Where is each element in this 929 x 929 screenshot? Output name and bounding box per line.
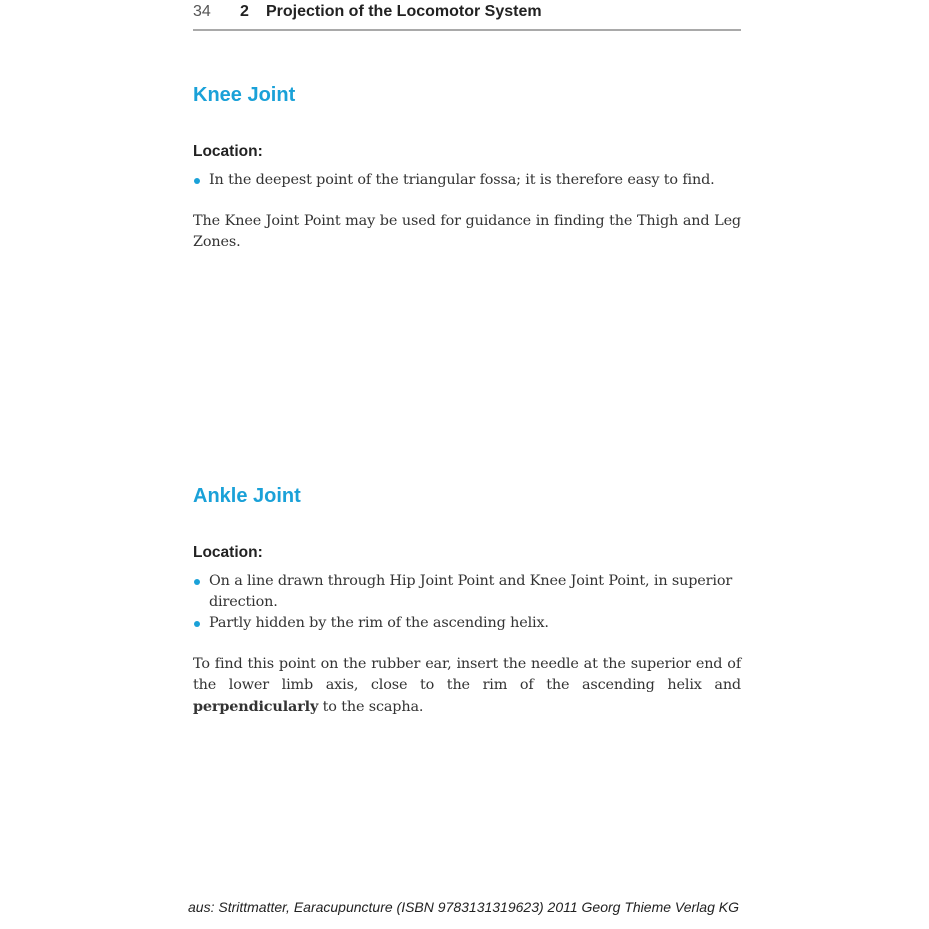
location-bullet-list bbox=[193, 571, 741, 634]
location-subheading: Location: bbox=[193, 143, 263, 160]
page-number: 34 bbox=[193, 3, 211, 20]
paragraph-text: To find this point on the rubber ear, insert the needle at the superior end of the lower limb axis, close to the rim of the ascending helix and bbox=[193, 656, 741, 693]
list-item-text: In the deepest point of the triangular fossa; it is therefore easy to find. bbox=[209, 172, 715, 188]
paragraph-text-end: to the scapha. bbox=[322, 699, 424, 715]
knee-joint-paragraph: The Knee Joint Point may be used for guidance in finding the Thigh and Leg Zones. bbox=[193, 213, 741, 250]
ankle-joint-paragraph bbox=[193, 654, 741, 718]
list-item bbox=[193, 170, 741, 191]
bullet-icon bbox=[194, 621, 200, 627]
chapter-title: Projection of the Locomotor System bbox=[266, 3, 542, 20]
bullet-icon bbox=[194, 579, 200, 585]
list-item bbox=[193, 571, 741, 613]
chapter-number: 2 bbox=[240, 3, 249, 20]
list-item-text: Partly hidden by the rim of the ascending helix. bbox=[209, 615, 549, 631]
running-header bbox=[193, 0, 741, 31]
section-title-knee-joint: Knee Joint bbox=[193, 84, 296, 106]
list-item bbox=[193, 613, 741, 634]
section-title-ankle-joint: Ankle Joint bbox=[193, 485, 301, 507]
location-subheading: Location: bbox=[193, 544, 263, 561]
bullet-icon bbox=[194, 178, 200, 184]
location-bullet-list bbox=[193, 170, 741, 191]
source-footer: aus: Strittmatter, Earacupuncture (ISBN 9783131319623) 2011 Georg Thieme Verlag KG bbox=[188, 899, 739, 915]
list-item-text: On a line drawn through Hip Joint Point and Knee Joint Point, in superior direction. bbox=[209, 573, 733, 610]
emphasis-text: perpendicularly bbox=[193, 698, 319, 715]
